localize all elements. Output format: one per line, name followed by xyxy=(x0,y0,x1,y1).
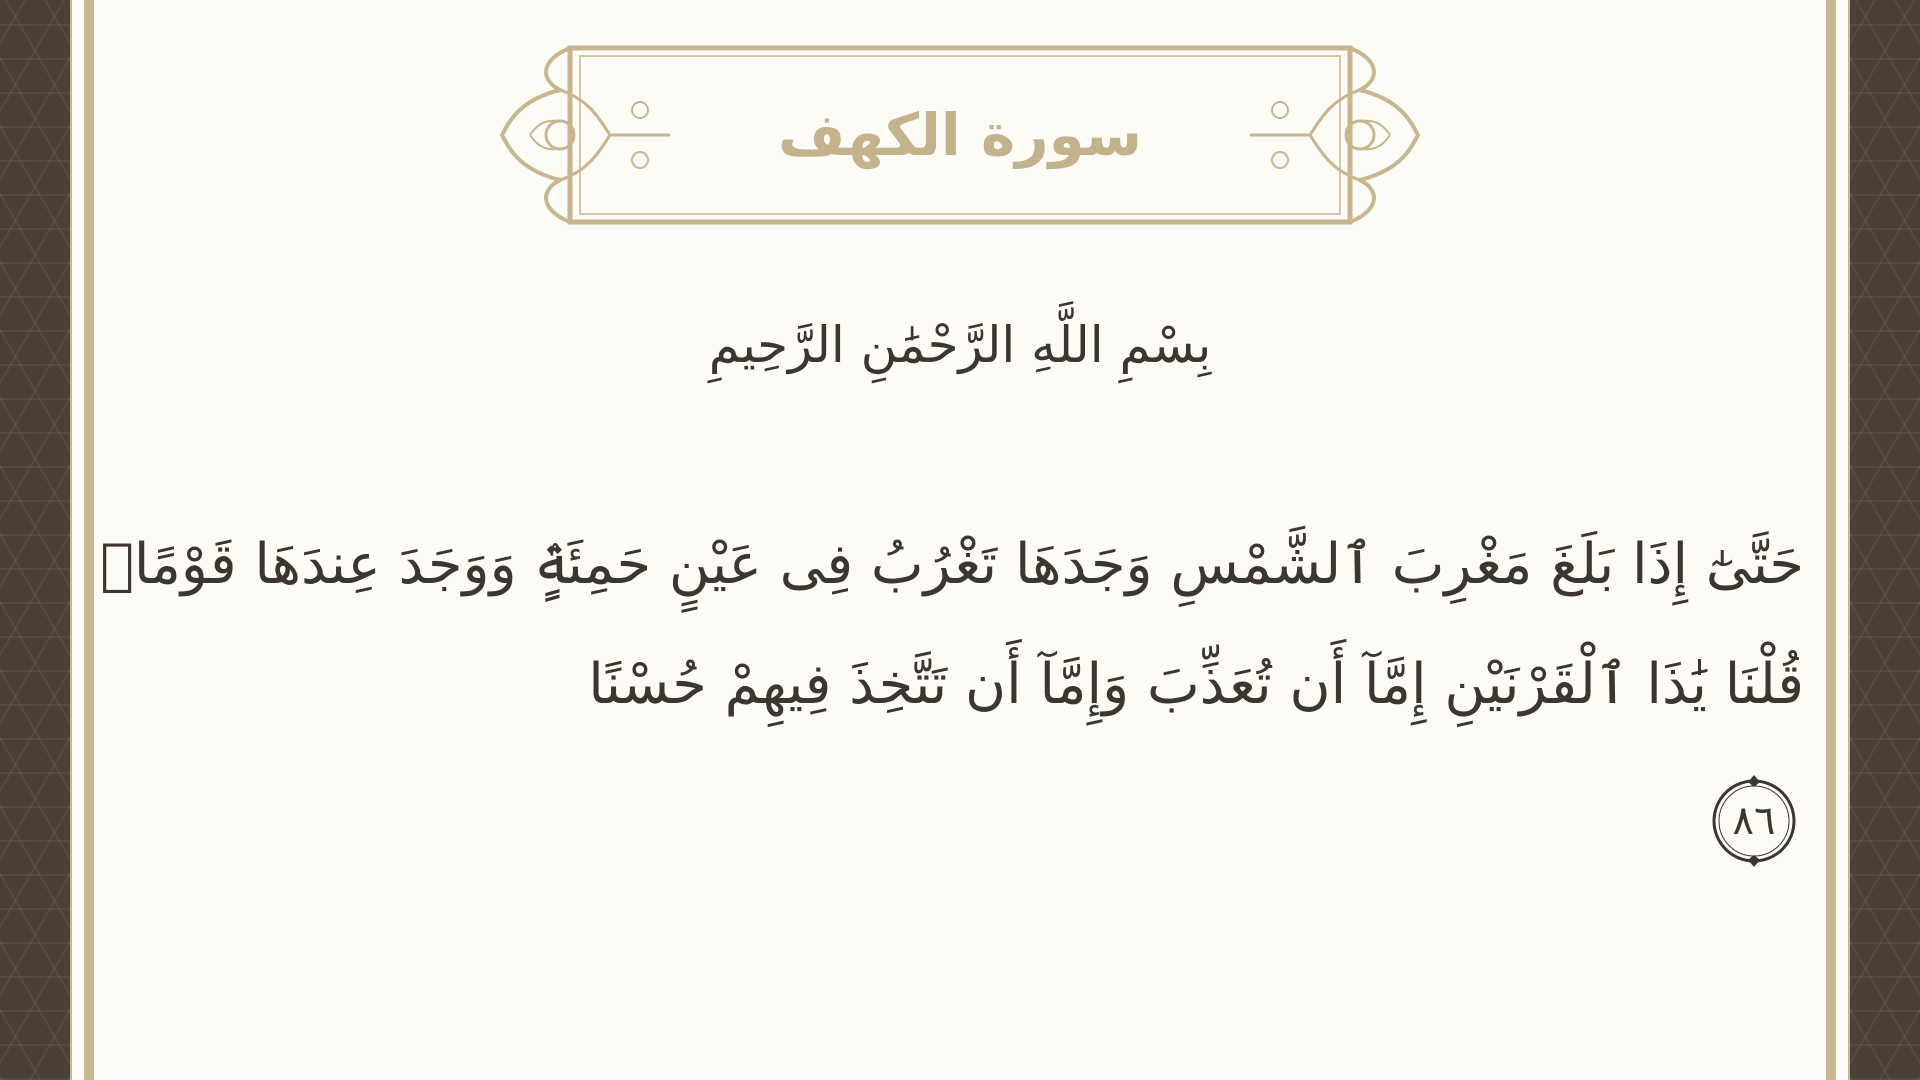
right-thin-rule xyxy=(1848,0,1850,1080)
left-gold-rule xyxy=(84,0,94,1080)
right-ornamental-border xyxy=(1850,0,1920,1080)
surah-title-frame xyxy=(500,40,1420,230)
basmala: بِسْمِ اللَّهِ الرَّحْمَٰنِ الرَّحِيمِ xyxy=(708,316,1212,374)
ayah-number: ٨٦ xyxy=(1732,798,1776,844)
verse-text: حَتَّىٰٓ إِذَا بَلَغَ مَغْرِبَ ٱلشَّمْسِ وَجَدَهَا تَغْرُبُ فِى عَيْنٍ حَمِئَةٍۢ وَوَجَدَ عِندَهَا قَوْمًاۗ قُلْنَا يَٰذَا ٱلْقَرْنَيْنِ إِمَّآ أَن تُعَذِّبَ وَإِمَّآ أَن تَتَّخِذَ فِيهِمْ حُسْنًا xyxy=(100,532,1804,717)
right-gold-rule xyxy=(1826,0,1836,1080)
surah-title: سورة الكهف xyxy=(778,101,1142,169)
left-ornamental-border xyxy=(0,0,70,1080)
left-thin-rule xyxy=(70,0,72,1080)
ayah-number-marker xyxy=(1708,775,1800,867)
